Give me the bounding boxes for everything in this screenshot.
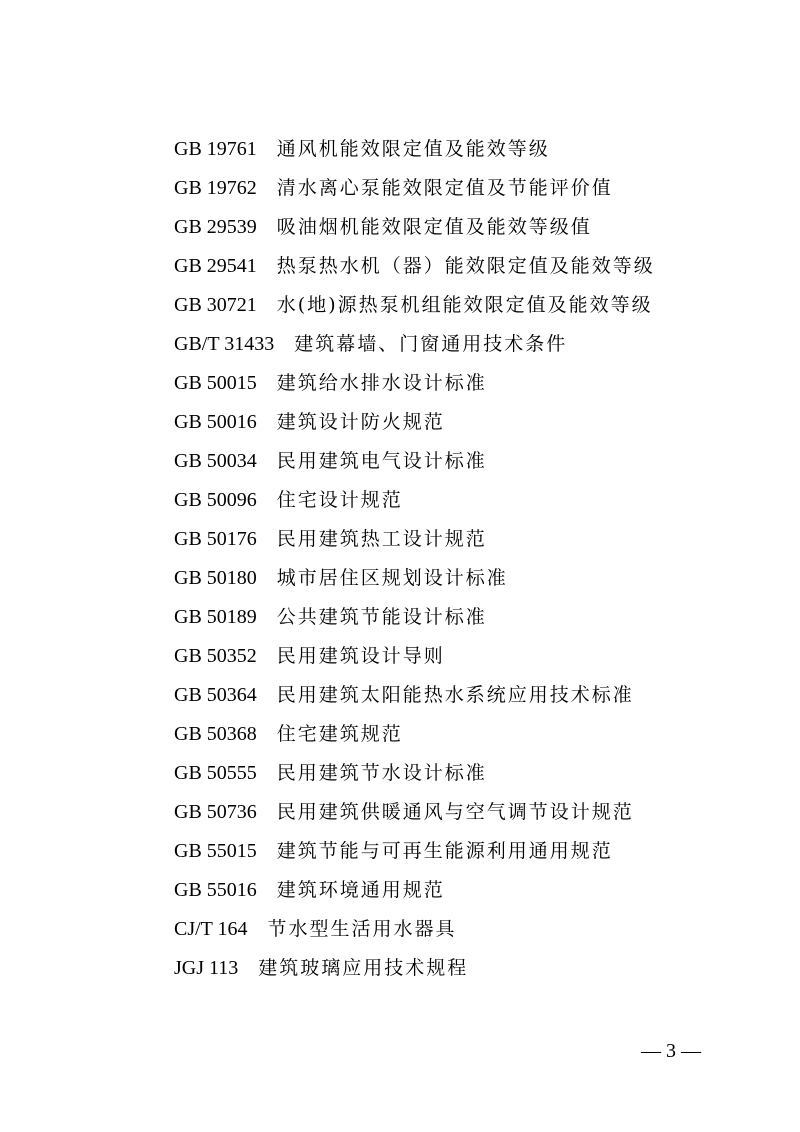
standard-item	[174, 637, 655, 676]
standard-code: GB 50034	[174, 450, 257, 472]
standard-item	[174, 520, 655, 559]
standard-title: 建筑环境通用规范	[276, 879, 445, 901]
standard-title: 公共建筑节能设计标准	[276, 606, 487, 628]
standard-title: 住宅建筑规范	[276, 723, 403, 745]
standard-title: 水(地)源热泵机组能效限定值及能效等级	[276, 294, 653, 316]
standard-code: GB 30721	[174, 294, 257, 316]
standard-code: GB 55015	[174, 840, 257, 862]
standard-title: 节水型生活用水器具	[267, 918, 457, 940]
standard-code: GB 50736	[174, 801, 257, 823]
standard-item	[174, 403, 655, 442]
standard-code: GB/T 31433	[174, 333, 275, 355]
standard-code: GB 50016	[174, 411, 257, 433]
standard-code: GB 50555	[174, 762, 257, 784]
standard-code: GB 50180	[174, 567, 257, 589]
standard-title: 民用建筑电气设计标准	[276, 450, 487, 472]
standard-item	[174, 910, 655, 949]
standard-item	[174, 949, 655, 988]
standard-code: GB 55016	[174, 879, 257, 901]
standard-item	[174, 715, 655, 754]
standard-title: 清水离心泵能效限定值及节能评价值	[276, 177, 613, 199]
standard-code: GB 50352	[174, 645, 257, 667]
standard-item	[174, 676, 655, 715]
standard-item	[174, 442, 655, 481]
standard-title: 住宅设计规范	[276, 489, 403, 511]
standard-item	[174, 559, 655, 598]
page-number: — 3 —	[641, 1040, 701, 1062]
standard-item	[174, 793, 655, 832]
standard-code: JGJ 113	[174, 957, 239, 979]
standard-item	[174, 598, 655, 637]
standard-title: 建筑幕墙、门窗通用技术条件	[294, 333, 568, 355]
standard-code: GB 29539	[174, 216, 257, 238]
standard-code: GB 50176	[174, 528, 257, 550]
standard-title: 建筑设计防火规范	[276, 411, 445, 433]
standard-item	[174, 286, 655, 325]
standard-item	[174, 247, 655, 286]
standard-item	[174, 832, 655, 871]
standard-title: 城市居住区规划设计标准	[276, 567, 508, 589]
standard-code: GB 19762	[174, 177, 257, 199]
standard-item	[174, 169, 655, 208]
standard-item	[174, 754, 655, 793]
standard-title: 民用建筑供暖通风与空气调节设计规范	[276, 801, 634, 823]
standard-code: GB 50368	[174, 723, 257, 745]
standard-title: 民用建筑节水设计标准	[276, 762, 487, 784]
standard-title: 吸油烟机能效限定值及能效等级值	[276, 216, 592, 238]
standard-item	[174, 325, 655, 364]
standard-title: 民用建筑设计导则	[276, 645, 445, 667]
standard-item	[174, 481, 655, 520]
standard-code: CJ/T 164	[174, 918, 248, 940]
standard-title: 民用建筑太阳能热水系统应用技术标准	[276, 684, 634, 706]
standard-title: 建筑节能与可再生能源利用通用规范	[276, 840, 613, 862]
standard-title: 建筑给水排水设计标准	[276, 372, 487, 394]
standard-code: GB 29541	[174, 255, 257, 277]
standard-code: GB 50015	[174, 372, 257, 394]
standards-list	[174, 130, 655, 988]
standard-title: 民用建筑热工设计规范	[276, 528, 487, 550]
standard-code: GB 50189	[174, 606, 257, 628]
standard-item	[174, 364, 655, 403]
standard-item	[174, 208, 655, 247]
standard-code: GB 50364	[174, 684, 257, 706]
standard-title: 热泵热水机（器）能效限定值及能效等级	[276, 255, 655, 277]
standard-code: GB 19761	[174, 138, 257, 160]
standard-item	[174, 871, 655, 910]
standard-title: 通风机能效限定值及能效等级	[276, 138, 550, 160]
standard-item	[174, 130, 655, 169]
standard-title: 建筑玻璃应用技术规程	[258, 957, 469, 979]
standard-code: GB 50096	[174, 489, 257, 511]
